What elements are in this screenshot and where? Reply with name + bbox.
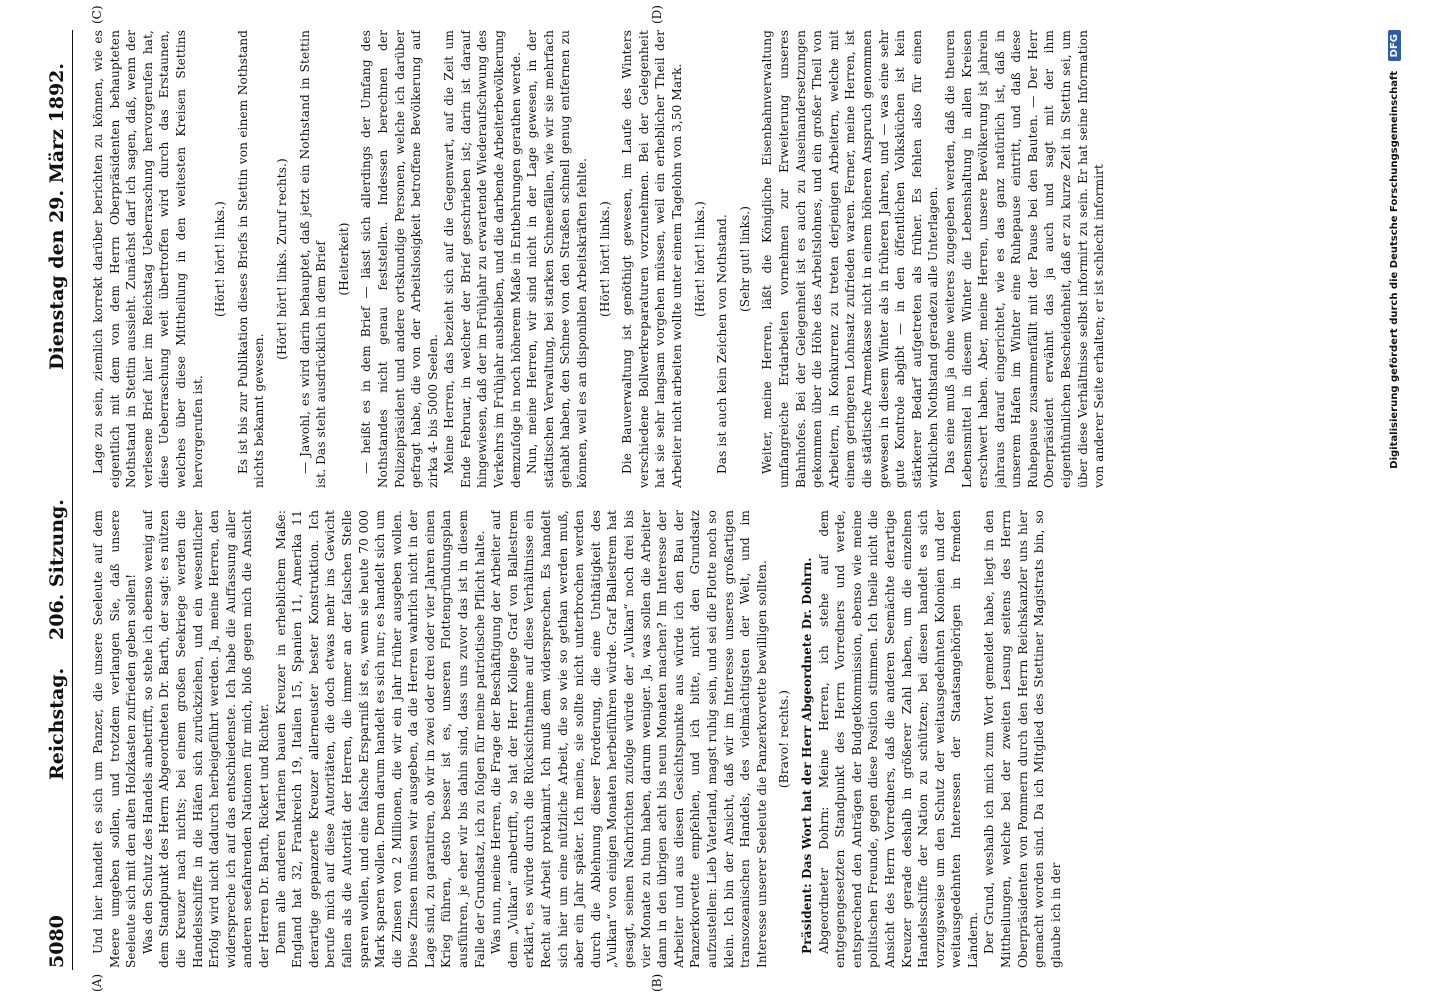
interjection: (Heiterkeit) [336,222,351,296]
paragraph: Meine Herren, das bezieht sich auf die Gegenwart, auf die Zeit um Ende Februar, in welcher der Brief geschrieben ist; darin ist darauf hingewiesen, daß der im Frühjahr zu erwartende Wiederaufschwung des Verkehrs im Frühjahr ausbleiben, und die darbende Arbeiterbevölkerung demzufolge in noch höherem Maße in Entbehrungen gerathen werde. [442,30,523,488]
paragraph: Nun, meine Herren, wir sind nicht in der Lage gewesen, in der städtischen Verwaltung, bei starken Schneefällen, wie wir sie mehrfach gehabt haben, den Schnee von den Straßen schnell genug entfernen zu können, weil es an disponiblen Arbeitskräften fehlte. [525,30,590,488]
interjection: (Hört! hört! links.) [692,201,707,317]
paragraph: Es ist bis zur Publikation dieses Briefs in Stettin von einem Nothstand nichts bekannt gewesen. [235,30,267,488]
paragraph: Das ist auch kein Zeichen von Nothstand. [715,214,730,474]
paragraph: Lage zu sein, ziemlich korrekt darüber berichten zu können, wie es eigentlich mit dem von dem Herrn Oberpräsidenten behaupteten Nothstand in Stettin aussieht. Zunächst darf ich sagen, daß, wenn der verlesene Brief hier im Reichstag Ueberraschung hervorgerufen hat, diese Ueberraschung weit übertroffen wird durch das Erstaunen, welches über diese Mittheilung in den weitesten Kreisen Stettins hervorgerufen ist. [91,30,205,488]
paragraph: — Jawohl, es wird darin behauptet, daß jetzt ein Nothstand in Stettin ist. Das steht ausdrücklich in dem Brief [297,30,329,488]
interjection: (Hört! hört! links. Zuruf rechts.) [274,158,289,360]
margin-marker-a: (A) [90,973,104,992]
paragraph: Der Grund, weshalb ich mich zum Wort gemeldet habe, liegt in den Mittheilungen, welche bei der zweiten Lesung seitens des Herrn Oberpräsidenten von Pommern durch den Herrn Reichskanzler uns hier gemacht worden sind. Da ich Mitglied des Stettiner Magistrats bin, so glaube ich in der [982,510,1063,968]
paragraph: Und hier handelt es sich um Panzer, die unsere Seeleute auf dem Meere umgeben sollen, und trotzdem verlangen Sie, daß unsere Seeleute sich mit den alten Holzkasten zufrieden geben sollen! [91,510,139,968]
paragraph: Was nun, meine Herren, die Frage der Beschäftigung der Arbeiter auf dem „Vulkan“ anbetrifft, so hat der Herr Kollege Graf von Ballestrem erklärt, es würde durch die Rücksichtnahme auf diese Verhältnisse ein Recht auf Arbeit proklamirt. Ich muß dem widersprechen. Es handelt sich hier um eine nützliche Arbeit, die so wie so gethan werden muß, aber ein Jahr später. Ich meine, sie sollte nicht unterbrochen werden durch die Ablehnung dieser Forderung, die eine Unthätigkeit des „Vulkan“ von einigen Monaten herbeiführen würde. Graf Ballestrem hat gesagt, seinen Nachrichten zufolge würde der „Vulkan“ noch drei bis vier Monate zu thun haben, darum weniger. Ja, was sollen die Arbeiter dann in den übrigen acht bis neun Monaten machen? Im Interesse der Arbeiter und aus diesen Gesichtspunkte aus würde ich den Bau der Panzerkorvette empfehlen, und ich bitte, nicht den Grundsatz aufzustellen: Lieb Vaterland, magst ruhig sein, und sei die Flotte noch so klein. Ich bin der Ansicht, daß wir im Interesse unseres großartigen transozeanischen Handels, des vielmächtigsten der Welt, und im Interesse unserer Seeleute die Panzerkorvette bewilligen sollten. [489,510,769,968]
interjection: (Hört! hört! links.) [597,201,612,317]
paragraph: Abgeordneter Dohrn: Meine Herren, ich stehe auf dem entgegengesetzten Standpunkt des Herrn Vorredners und werde, entsprechend den Anträgen der Budgetkommission, ebenso wie meine politischen Freunde, gegen diese Position stimmen. Ich theile nicht die Ansicht des Herrn Vorredners, daß die anderen Seemächte derartige Kreuzer gerade deshalb in größerer Zahl haben, um die einzelnen Handelsschiffe der Nation zu schützen; bei diesen handelt es sich vorzugsweise um den Schutz der weitausgedehnten Kolonien und der weitausgedehnten Interessen der Staatsangehörigen in fremden Ländern. [816,510,980,968]
margin-marker-d: (D) [650,5,664,24]
digitization-credit [1388,30,1412,890]
margin-marker-c: (C) [90,5,104,24]
header-body: Reichstag. [46,667,68,780]
running-header [42,30,73,970]
page-number: 5080 [46,915,68,968]
right-column [90,30,1352,488]
paragraph: Die Bauverwaltung ist genöthigt gewesen, im Laufe des Winters verschiedene Bollwerkreparaturen vorzunehmen. Bei der Gelegenheit hat sie sehr langsam vorgehen müssen, weil ein erheblicher Theil der Arbeiter nicht arbeiten wollte unter einem Tagelohn von 3,50 Mark. [620,30,684,488]
margin-marker-b: (B) [650,973,664,992]
header-session: 206. Sitzung. [46,499,68,640]
credit-text: Digitalisierung gefördert durch die Deutsche Forschungsgemeinschaft [1389,70,1400,469]
interjection: (Hört! hört! links.) [213,201,228,317]
paragraph: Das eine muß ja ohne weiteres zugegeben werden, daß die theuren Lebensmittel in diesem Winter die Lebenshaltung in allen Kreisen erschwert haben. Aber, meine Herren, unsere Bevölkerung ist jahrein jahraus darauf eingerichtet, wie es das ganz natürlich ist, daß in unserem Hafen im Winter eine Ruhepause eintritt, und daß diese Ruhepause zusammenfällt mit der Pause bei den Bauten. — Der Herr Oberpräsident erwähnt das ja auch und sagt mit der ihm eigenthümlichen Bescheidenheit, daß er zu kurze Zeit in Stettin sei, um über diese Verhältnisse selbst informirt zu sein. Er hat seine Information von anderer Seite erhalten; er ist schlecht informirt [942,30,1107,488]
left-column [90,510,1352,968]
header-date: Dienstag den 29. März 1892. [46,62,68,370]
paragraph: Denn alle anderen Marinen bauen Kreuzer in erheblichem Maße: England hat 32, Frankreich 19, Italien 15, Spanien 11, Amerika 11 derartige gepanzerte Kreuzer allerneuster bester Konstruktion. Ich berufe mich auf diese Autoritäten, die doch etwas mehr ins Gewicht fallen als die Autorität der Herren, die immer an der falschen Stelle sparen wollen, und eine falsche Ersparniß ist es, wenn sie heute 70 000 Mark sparen wollen. Denn darum handelt es sich nur; es handelt sich um die Zinsen von 2 Millionen, die wir ein Jahr früher ausgeben wollen. Diese Zinsen müssen wir ausgeben, da die Herren wahrlich nicht in der Lage sind, zu garantiren, ob wir in zwei oder drei oder vier Jahren einen Krieg führen, desto besser ist es, unseren Flottengründungsplan ausführen, je eher wir bis dahin sind, dass uns zuvor das ist in diesem Falle der Grundsatz, ich zu folgen für meine patriotische Pflicht halte. [273,510,487,968]
interjection: (Bravo! rechts.) [777,689,792,789]
interjection: (Sehr gut! links.) [737,205,752,313]
dfg-logo: DFG [1388,30,1401,61]
paragraph: — heißt es in dem Brief — lässt sich allerdings der Umfang des Nothstandes nicht genau feststellen. Indessen berechnen der Polizeipräsident und andere ortskundige Personen, welche ich darüber gefragt habe, die von der Arbeitslosigkeit betroffene Bevölkerung auf zirka 4- bis 5000 Seelen. [359,30,440,488]
president-call: Präsident: Das Wort hat der Herr Abgeordnete Dr. Dohrn. [799,557,814,954]
paragraph: Weiter, meine Herren, läßt die Königliche Eisenbahnverwaltung umfangreiche Erdarbeiten vornehmen zur Erweiterung unseres Bahnhofes. Bei der Gelegenheit ist es auch zu Auseinandersetzungen gekommen über die Höhe des Arbeitslohnes, und ein großer Theil von Arbeitern, in Konkurrenz zu treten derjenigen Arbeitern, welche mit einem geringeren Lohnsatz zufrieden waren. Ferner, meine Herren, ist die städtische Armenkasse nicht in einem höheren Anspruch genommen gewesen in diesem Winter als in früheren Jahren, und — was eine sehr gute Kontrole abgibt — in den öffentlichen Volksküchen ist kein stärkerer Bedarf aufgetreten als früher. Es fehlen also für einen wirklichen Nothstand geradezu alle Unterlagen. [760,30,941,488]
paragraph: Was den Schutz des Handels anbetrifft, so stehe ich ebenso wenig auf dem Standpunkt des Herrn Abgeordneten Dr. Barth, der sagt: es nützen die Kreuzer nach nichts; bei einem großen Seekriege werden die Handelsschiffe in die Häfen sich zurückziehen, und ein wesentlicher Erfolg wird nicht dadurch herbeigeführt werden. Ja, meine Herren, den widerspreche ich auf das entschiedenste. Ich habe die Auffassung aller anderen seefahrenden Nationen für mich, bloß gegen mich die Ansicht der Herren Dr. Barth, Rickert und Richter. [140,510,271,968]
